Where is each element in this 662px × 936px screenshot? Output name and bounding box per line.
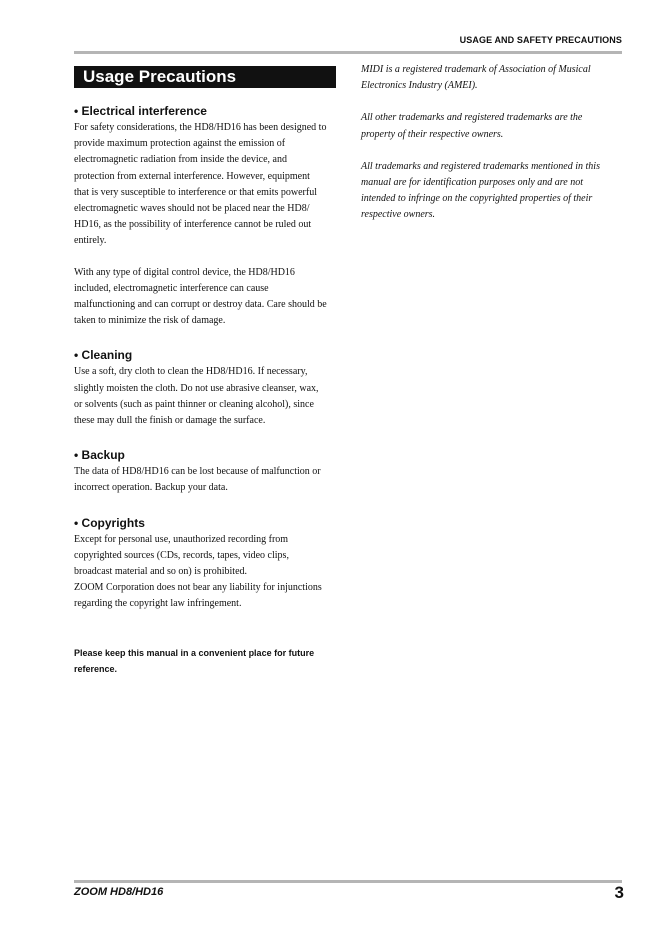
text-line: provide maximum protection against the emission of — [74, 138, 286, 150]
text-line: manual are for identification purposes only and are not — [361, 177, 584, 189]
right-column — [361, 62, 623, 240]
text-line: regarding the copyright law infringement. — [74, 598, 242, 610]
section-title: Usage Precautions — [74, 66, 336, 88]
text-line: All trademarks and registered trademarks mentioned in this — [361, 160, 600, 172]
copyrights-paragraph — [74, 532, 336, 613]
text-line: malfunctioning and can corrupt or destroy data. Care should be — [74, 299, 327, 311]
trademark-midi — [361, 62, 623, 94]
text-line: slightly moisten the cloth. Do not use abrasive cleanser, wax, — [74, 382, 319, 394]
text-line: HD16, as the possibility of interference cannot be ruled out — [74, 219, 312, 231]
heading-backup: • Backup — [74, 448, 125, 463]
text-line: ZOOM Corporation does not bear any liability for injunctions — [74, 582, 322, 594]
text-line: included, electromagnetic interference can cause — [74, 282, 269, 294]
footer-rule — [74, 880, 622, 883]
text-line: entirely. — [74, 235, 107, 247]
keep-manual-note — [74, 645, 336, 677]
text-line: incorrect operation. Backup your data. — [74, 482, 228, 494]
text-line: that is very susceptible to interference or that emits powerful — [74, 186, 317, 198]
heading-cleaning: • Cleaning — [74, 348, 133, 363]
trademark-others — [361, 110, 623, 142]
left-column — [74, 66, 336, 677]
electrical-paragraph-2 — [74, 265, 336, 330]
text-line: electromagnetic waves should not be placed near the HD8/ — [74, 203, 310, 215]
text-line: broadcast material and so on) is prohibited. — [74, 566, 248, 578]
text-line: electromagnetic radiation from inside the device, and — [74, 154, 287, 166]
heading-copyrights: • Copyrights — [74, 515, 145, 530]
text-line: respective owners. — [361, 209, 436, 221]
running-header: USAGE AND SAFETY PRECAUTIONS — [459, 35, 622, 45]
text-line: reference. — [74, 663, 118, 674]
backup-paragraph — [74, 464, 336, 496]
text-line: The data of HD8/HD16 can be lost because of malfunction or — [74, 466, 321, 478]
text-line: protection from external interference. However, equipment — [74, 170, 310, 182]
header-rule — [74, 51, 622, 54]
text-line: All other trademarks and registered trademarks are the — [361, 112, 583, 124]
text-line: these may dull the finish or damage the surface. — [74, 415, 266, 427]
text-line: copyrighted sources (CDs, records, tapes, video clips, — [74, 549, 289, 561]
text-line: intended to infringe on the copyrighted properties of their — [361, 193, 593, 205]
trademark-identification — [361, 159, 623, 224]
text-line: For safety considerations, the HD8/HD16 has been designed to — [74, 122, 327, 133]
electrical-paragraph-1 — [74, 120, 336, 250]
footer-model: ZOOM HD8/HD16 — [74, 886, 164, 898]
text-line: taken to minimize the risk of damage. — [74, 315, 226, 327]
text-line: or solvents (such as paint thinner or cleaning alcohol), since — [74, 398, 314, 410]
text-line: MIDI is a registered trademark of Association of Musical — [361, 64, 591, 75]
text-line: Except for personal use, unauthorized recording from — [74, 533, 289, 545]
text-line: Use a soft, dry cloth to clean the HD8/HD16. If necessary, — [74, 366, 308, 378]
text-line: property of their respective owners. — [361, 128, 504, 140]
page-number: 3 — [614, 883, 624, 902]
heading-electrical-interference: • Electrical interference — [74, 104, 207, 118]
cleaning-paragraph — [74, 364, 336, 429]
text-line: Electronics Industry (AMEI). — [361, 80, 478, 92]
text-line: Please keep this manual in a convenient place for future — [74, 647, 315, 658]
text-line: With any type of digital control device, the HD8/HD16 — [74, 266, 295, 278]
